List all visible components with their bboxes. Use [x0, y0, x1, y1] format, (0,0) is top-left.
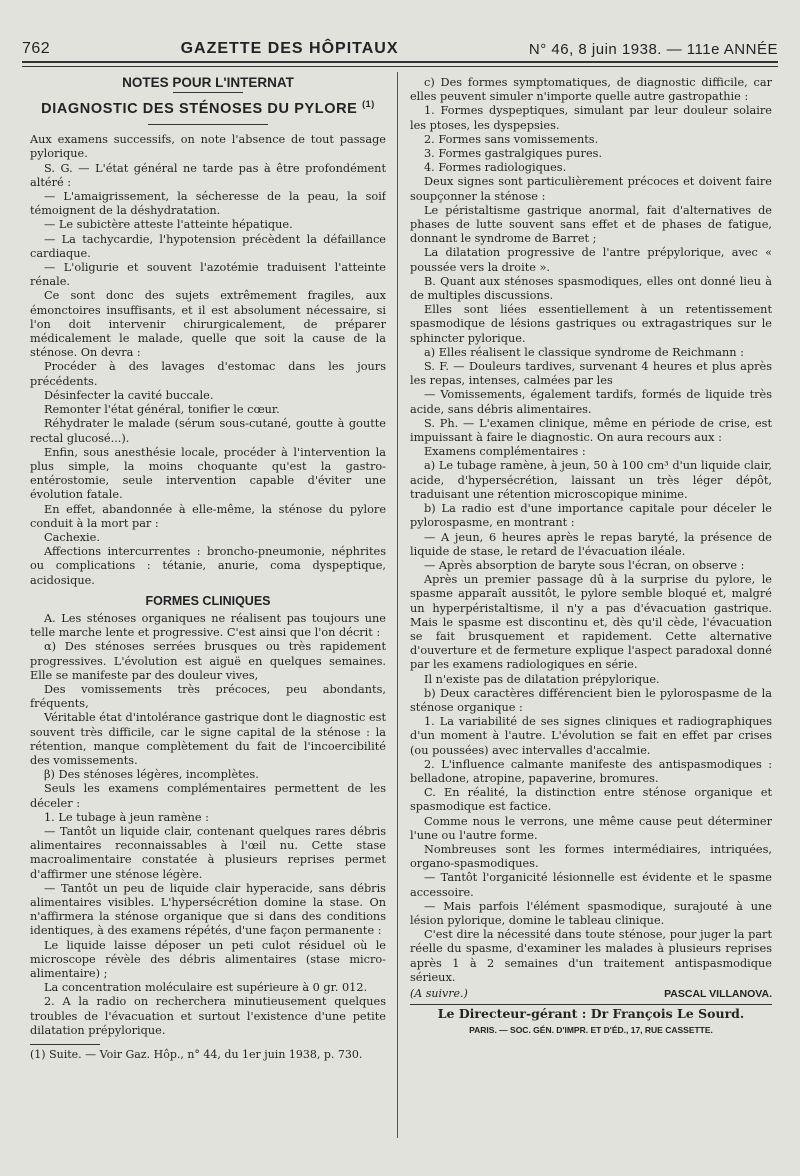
paragraph: c) Des formes symptomatiques, de diagnostic difficile, car elles peuvent simuler n'importe quelle autre gastropathie : [410, 76, 772, 104]
paragraph: Remonter l'état général, tonifier le cœur. [44, 403, 280, 417]
paragraph: Procéder à des lavages d'estomac dans les jours précédents. [30, 360, 386, 388]
journal-title: GAZETTE DES HÔPITAUX [180, 40, 399, 57]
title-rule [148, 124, 268, 125]
header-rule [22, 61, 778, 63]
paragraph: — Tantôt l'organicité lésionnelle est évidente et le spasme accessoire. [410, 871, 772, 899]
paragraph: Affections intercurrentes : broncho-pneumonie, néphrites ou complications : tétanie, anurie, coma dyspeptique, acidosique. [30, 545, 386, 587]
paragraph: Le liquide laisse déposer un peti culot résiduel où le microscope révèle des débris alimentaires (stase micro-alimentaire) ; [30, 938, 386, 981]
paragraph: La concentration moléculaire est supérieure à 0 gr. 012. [44, 981, 368, 995]
paragraph: 1. La variabilité de ses signes cliniques et radiographiques d'un moment à l'autre. L'évolution se fait en effet par crises (ou poussées) avec intervalles d'accalmie. [410, 715, 772, 757]
formes-heading: FORMES CLINIQUES [145, 593, 271, 608]
signature-row [410, 987, 772, 1001]
section-heading: NOTES POUR L'INTERNAT [122, 76, 294, 90]
paragraph: Véritable état d'intolérance gastrique dont le diagnostic est souvent très difficile, car le signe capital de la sténose : la rétention, manque complètement du fait de l'incoercibilité des vomissements. [30, 711, 386, 767]
paragraph: — Tantôt un peu de liquide clair hyperacide, sans débris alimentaires visibles. L'hypersécrétion domine la stase. On n'affirmera la sténose organique que si dans des conditions identiques, à des examens répétés, d'une façon permanente : [30, 881, 386, 938]
paragraph: 2. Formes sans vomissements. [424, 132, 599, 146]
paragraph: — La tachycardie, l'hypotension précèdent la défaillance cardiaque. [30, 232, 386, 260]
paragraph: A. Les sténoses organiques ne réalisent pas toujours une telle marche lente et progressive. C'est ainsi que l'on décrit : [30, 611, 386, 640]
paragraph: 4. Formes radiologiques. [424, 161, 567, 175]
paragraph: Des vomissements très précoces, peu abondants, fréquents, [30, 682, 386, 711]
paragraph: Comme nous le verrons, une même cause peut déterminer l'une ou l'autre forme. [410, 814, 772, 842]
paragraph: 2. A la radio on recherchera minutieusement quelques troubles de l'évacuation et surtout l'existence d'une petite dilatation prépylorique. [30, 995, 386, 1037]
left-column [30, 76, 386, 1160]
director-line: Le Directeur-gérant : Dr François Le Sourd. [437, 1006, 745, 1022]
paragraph: 1. Le tubage à jeun ramène : [44, 810, 209, 824]
paragraph: — L'oligurie et souvent l'azotémie traduisent l'atteinte rénale. [30, 261, 386, 289]
footnote-rule [30, 1044, 100, 1045]
page-number: 762 [22, 40, 51, 57]
paragraph: α) Des sténoses serrées brusques ou très rapidement progressives. L'évolution est aiguë en quelques semaines. Elle se manifeste par des douleur vives, [30, 640, 386, 682]
paragraph: — A jeun, 6 heures après le repas baryté, la présence de liquide de stase, le retard de l'évacuation iléale. [410, 530, 772, 558]
to-be-continued: (A suivre.) [410, 987, 468, 1000]
paragraph: Le péristaltisme gastrique anormal, fait d'alternatives de phases de lutte souvent sans effet et de phases de fatigue, donnant le syndrome de Barret ; [410, 203, 772, 246]
printer-line: PARIS. — SOC. GÉN. D'IMPR. ET D'ÉD., 17, RUE CASSETTE. [469, 1025, 713, 1036]
paragraph: — Mais parfois l'élément spasmodique, surajouté à une lésion pylorique, domine le tableau clinique. [410, 899, 772, 927]
paragraph: 1. Formes dyspeptiques, simulant par leur douleur solaire les ptoses, les dyspepsies. [410, 104, 772, 132]
paragraph: — L'amaigrissement, la sécheresse de la peau, la soif témoignent de la déshydratation. [30, 190, 386, 218]
paragraph: Désinfecter la cavité buccale. [44, 388, 214, 402]
paragraph: Deux signes sont particulièrement précoces et doivent faire soupçonner la sténose : [410, 175, 772, 203]
paragraph: — Le subictère atteste l'atteinte hépatique. [44, 218, 293, 232]
paragraph: b) La radio est d'une importance capitale pour déceler le pylorospasme, en montrant : [410, 502, 772, 530]
article-title-text: DIAGNOSTIC DES STÉNOSES DU PYLORE [41, 101, 358, 118]
paragraph: Examens complémentaires : [424, 445, 586, 459]
paragraph: Réhydrater le malade (sérum sous-cutané, goutte à goutte rectal glucosé...). [30, 417, 386, 445]
paragraph: S. Ph. — L'examen clinique, même en période de crise, est impuissant à faire le diagnostic. On aura recours aux : [410, 416, 772, 445]
paragraph: Nombreuses sont les formes intermédiaires, intriquées, organo-spasmodiques. [410, 842, 772, 871]
article-title [30, 97, 386, 116]
heading-rule [173, 92, 243, 93]
title-footnote-ref: (1) [362, 99, 375, 110]
header-rule-thin [22, 66, 778, 67]
paragraph: b) Deux caractères différencient bien le pylorospasme de la sténose organique : [410, 686, 772, 714]
paragraph: 2. L'influence calmante manifeste des antispasmodiques : belladone, atropine, papaverine, bromures. [410, 757, 772, 785]
paragraph: En effet, abandonnée à elle-même, la sténose du pylore conduit à la mort par : [30, 502, 386, 530]
paragraph: a) Le tubage ramène, à jeun, 50 à 100 cm³ d'un liquide clair, acide, d'hypersécrétion, laissant un très léger dépôt, traduisant une rétention microscopique minime. [410, 459, 772, 501]
paragraph: Enfin, sous anesthésie locale, procéder à l'intervention la plus simple, la moins choquante qu'est la gastro-entérostomie, seule intervention capable d'éviter une évolution fatale. [30, 445, 386, 502]
paragraph: Il n'existe pas de dilatation prépylorique. [424, 672, 660, 686]
paragraph: β) Des sténoses légères, incomplètes. [44, 768, 259, 782]
paragraph: 3. Formes gastralgiques pures. [424, 147, 603, 161]
paragraph: S. G. — L'état général ne tarde pas à être profondément altéré : [30, 161, 386, 189]
footnote: (1) Suite. — Voir Gaz. Hôp., n° 44, du 1er juin 1938, p. 730. [30, 1048, 363, 1062]
footer-rule [410, 1004, 772, 1005]
paragraph: Cachexie. [44, 530, 100, 544]
paragraph: — Après absorption de baryte sous l'écran, on observe : [424, 558, 745, 572]
paragraph: C. En réalité, la distinction entre sténose organique et spasmodique est factice. [410, 786, 772, 814]
paragraph: Elles sont liées essentiellement à un retentissement spasmodique de lésions gastriques ou extragastriques sur le sphincter pylorique. [410, 303, 772, 345]
paragraph: Ce sont donc des sujets extrêmement fragiles, aux émonctoires insuffisants, et il est absolument nécessaire, si l'on doit intervenir chirurgicalement, de préparer médicalement le malade, quelle que soit la cause de la sténose. On devra : [30, 289, 386, 360]
paragraph: Après un premier passage dû à la surprise du pylore, le spasme apparaît aussitôt, le pylore semble bloqué et, malgré un hyperpéristaltisme, il n'y a pas d'évacuation gastrique. Mais le spasme est discontinu et, dès qu'il cède, l'évacuation se fait brusquement et rapidement. Cette alternative d'ouverture et de fermeture explique l'aspect paradoxal donné par les examens radiologiques en série. [410, 573, 772, 672]
paragraph: Seuls les examens complémentaires permettent de les déceler : [30, 782, 386, 810]
paragraph: La dilatation progressive de l'antre prépylorique, avec « poussée vers la droite ». [410, 246, 772, 274]
author-name: PASCAL VILLANOVA. [664, 988, 772, 1000]
paragraph: — Vomissements, également tardifs, formés de liquide très acide, sans débris alimentaires. [410, 388, 772, 416]
paragraph: — Tantôt un liquide clair, contenant quelques rares débris alimentaires reconnaissables à l'œil nu. Cette stase macroalimentaire constatée à plusieurs reprises permet d'affirmer une sténose légère. [30, 824, 386, 881]
issue-info: N° 46, 8 juin 1938. — 111e ANNÉE [528, 41, 778, 58]
paragraph: B. Quant aux sténoses spasmodiques, elles ont donné lieu à de multiples discussions. [410, 274, 772, 303]
page-header [22, 8, 778, 58]
right-column [410, 76, 772, 1160]
paragraph: S. F. — Douleurs tardives, survenant 4 heures et plus après les repas, intenses, calmées par les [410, 360, 772, 388]
paragraph: Aux examens successifs, on note l'absence de tout passage pylorique. [30, 133, 386, 161]
column-divider [397, 72, 398, 1138]
paragraph: C'est dire la nécessité dans toute sténose, pour juger la part réelle du spasme, d'examiner les malades à plusieurs reprises après 1 à 2 semaines d'un traitement antispasmodique sérieux. [410, 928, 772, 984]
paragraph: a) Elles réalisent le classique syndrome de Reichmann : [424, 345, 744, 359]
